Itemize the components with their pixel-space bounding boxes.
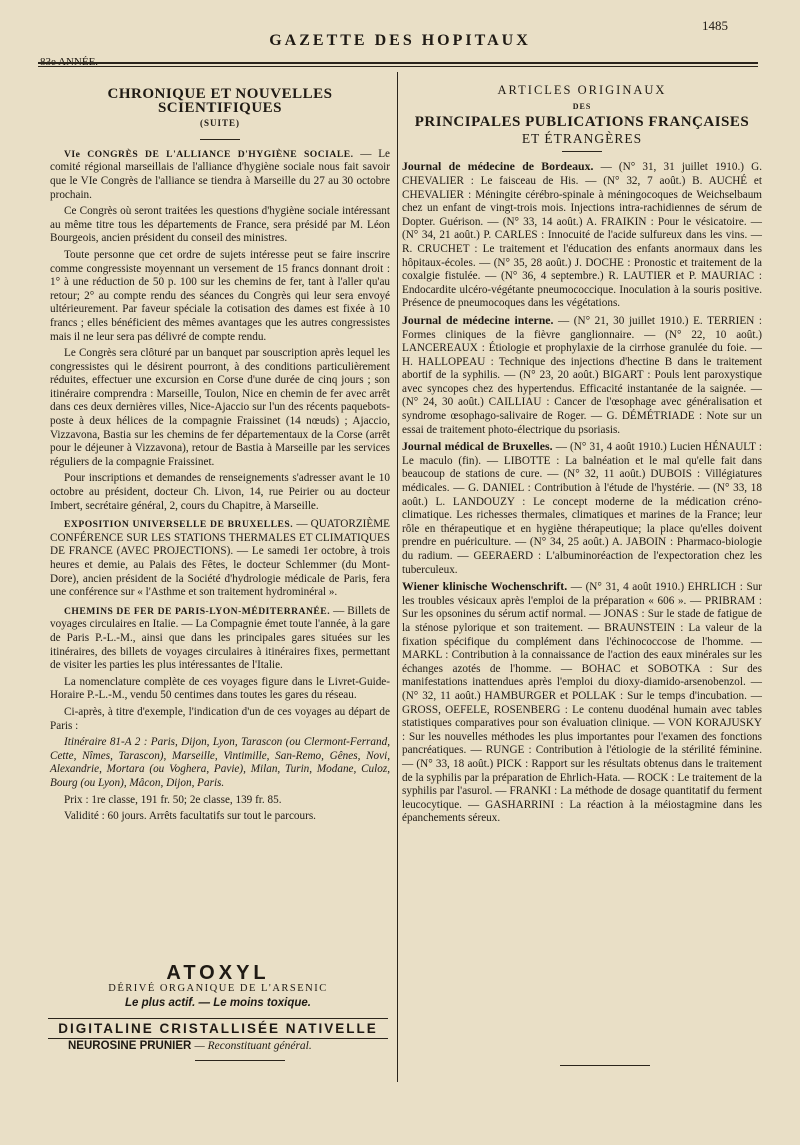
journal-title: GAZETTE DES HOPITAUX: [269, 32, 531, 49]
journal-name: Journal médical de Bruxelles.: [402, 439, 553, 454]
journal-text: — (N° 31, 31 juillet 1910.) G. CHEVALIER : Le faisceau de His. — (N° 32, 7 août.) B. AUCHÉ et CHEVALIER : Méningite cérébro-spinale à méningocoques de Weichselbaum chez un enfant de vingt-trois mois. Injections intra-rachidiennes de sérum de Dopter. Guérison. — (N° 33, 14 août.) A. FRAIKIN : Pour le vésicatoire. — (N° 34, 21 août.) P. CARLES : Innocuité de l'acide sulfureux dans les vins. — R. CRUCHET : Le traitement et l'éducation des enfants anormaux dans les hôpitaux-écoles. — (N° 35, 28 août.) J. DOCHE : Pronostic et traitement de la coxalgie fistulée. — (N° 36, 4 septembre.) R. LAUTIER et P. MAURIAC : Endocardite ulcéro-végétante pneumococcique. Inoculation à la souris positive. Présence de pneumocoques dans les végétations.: [402, 161, 762, 310]
paragraph: Validité : 60 jours. Arrêts facultatifs sur tout le parcours.: [64, 810, 316, 823]
ad-neurosine-tagline: — Reconstituant général.: [194, 1040, 312, 1052]
header-rule-thin: [38, 66, 758, 67]
journal-entry: [402, 314, 762, 437]
item-heading: VIe CONGRÈS DE L'ALLIANCE D'HYGIÈNE SOCIALE.: [64, 148, 354, 160]
articles-heading-des: DES: [572, 101, 592, 111]
journal-text: — (N° 31, 4 août 1910.) EHRLICH : Sur les troubles vésicaux après l'emploi de la préparation « 606 ». — PRIBRAM : Sur les opsonines du sérum actif normal. — JONAS : Sur le stade de fatigue de la sténose pylorique et son traitement. — BRAUNSTEIN : La valeur de la fixation spécifique du complément dans l'échinococcose de l'homme. — MARKL : Contribution à la connaissance de l'action des eaux minérales sur les échanges azotés de l'homme. — BOHAC et SOBOTKA : Sur des manifestations inattendues après l'emploi du dioxy-diamido-arsenobenzol. — (N° 32, 11 août.) HAMBURGER et POLLAK : Sur le temps d'incubation. — GROSS, OEFELE, ROSENBERG : Le contenu duodénal humain avec tables statistiques comparatives pour son évaluation clinique. — VON KORAJUSKY : Sur les nouvelles méthodes les plus importantes pour l'examen des fonctions pancréatiques. — RUNGE : Contribution à l'étiologie de la stérilité féminine. — (N° 33, 18 août.) PICK : Rapport sur les résultats obtenus dans le traitement de la syphilis par la préparation de Ehrlich-Hata. — ROCK : Le traitement de la syphilis par l'asurol. — FRANKI : La méthode de dosage quantitatif du ferment leucocytique. — GASHARRINI : La réaction à la méiostagmine dans les épanchements séreux.: [402, 581, 763, 825]
item-heading: CHEMINS DE FER DE PARIS-LYON-MÉDITERRANÉE.: [64, 605, 331, 617]
paragraph: [50, 148, 390, 202]
paragraph: La nomenclature complète de ces voyages figure dans le Livret-Guide-Horaire P.-L.-M., vendu 50 centimes dans toutes les gares du réseau.: [50, 675, 390, 702]
item-text: — Le comité régional marseillais de l'alliance d'hygiène sociale nous fait savoir que le VIe Congrès de l'alliance se tiendra à Marseille du 27 au 30 octobre prochain.: [50, 147, 390, 201]
ad-atoxyl-subtitle: DÉRIVÉ ORGANIQUE DE L'ARSENIC: [108, 983, 328, 994]
paragraph: Prix : 1re classe, 191 fr. 50; 2e classe, 139 fr. 85.: [64, 793, 282, 806]
journal-name: Wiener klinische Wochenschrift.: [402, 579, 568, 594]
ornament-rule: [560, 1065, 650, 1066]
item-heading: EXPOSITION UNIVERSELLE DE BRUXELLES.: [64, 519, 294, 531]
paragraph: [50, 518, 390, 600]
section-title: CHRONIQUE ET NOUVELLES SCIENTIFIQUES: [107, 86, 333, 116]
paragraph: Ce Congrès où seront traitées les questions d'hygiène sociale intéressant au même titre tous les départements de France, sera présidé par M. Léon Bourgeois, ancien président du conseil des ministres.: [50, 205, 390, 245]
articles-heading: ARTICLES ORIGINAUX: [497, 83, 667, 97]
ad-digitaline: DIGITALINE CRISTALLISÉE NATIVELLE: [48, 1018, 388, 1039]
journal-entry: [402, 440, 762, 577]
journal-entry: [402, 580, 762, 826]
year-label: 83e ANNÉE.: [40, 56, 99, 68]
paragraph: Itinéraire 81-A 2 : Paris, Dijon, Lyon, Tarascon (ou Clermont-Ferrand, Cette, Nîmes, Tarascon), Marseille, Vintimille, San-Remo, Gênes, Novi, Alexandrie, Mortara (ou Voghera, Pavie), Milan, Turin, Modane, Culoz, Bourg (ou Lyon), Mâcon, Dijon, Paris.: [50, 736, 390, 789]
header-rule: [38, 62, 758, 64]
left-column: [50, 78, 390, 827]
ornament-rule: [195, 1060, 285, 1061]
paragraph: Ci-après, à titre d'exemple, l'indication d'un de ces voyages au départ de Paris :: [50, 705, 390, 732]
journal-entry: [402, 160, 762, 311]
ad-atoxyl: ATOXYL: [166, 962, 270, 984]
item-text: — QUATORZIÈME CONFÉRENCE SUR LES STATIONS THERMALES ET CLIMATIQUES DE FRANCE (AVEC PROJECTIONS). — Le samedi 1er octobre, à trois heures et demie, au Palais des Fêtes, le docteur Schlemmer (du Mont-Dore), ancien président de la Société d'hydrologie médicale de Paris, fera une conférence sur « l'Asthme et son traitement hydrominéral ».: [50, 518, 391, 599]
section-subtitle: (SUITE): [199, 118, 240, 129]
paragraph: Le Congrès sera clôturé par un banquet par souscription après lequel les congressistes qui le désirent pourront, à des conditions particulièrement réduites, effectuer une excursion en Corse d'une durée de cinq jours ; son itinéraire comprendra : Marseille, Toulon, Nice en chemin de fer avec arrêt dans ces deux dernières villes, Nice-Ajaccio sur l'un des récents paquebots-poste à deux hélices de la compagnie Fraissinet (14 nœuds) ; Ajaccio, Vizzavona, Bastia sur les chemins de fer départementaux de la Corse (arrêt pour le déjeuner à Vizzavona), retour de Bastia à Marseille par les services réguliers de la compagnie Fraissinet.: [50, 347, 390, 468]
ad-atoxyl-tagline: Le plus actif. — Le moins toxique.: [125, 997, 311, 1009]
articles-heading-sub: ET ÉTRANGÈRES: [521, 130, 643, 146]
paragraph: Pour inscriptions et demandes de renseignements s'adresser avant le 10 octobre au président, docteur Ch. Livon, 14, rue Peirier ou au docteur Imbert, secrétaire général, 2, cours du Chapitre, à Marseille.: [50, 472, 390, 512]
item-text: — Billets de voyages circulaires en Italie. — La Compagnie émet toute l'année, à la gare de Paris P.-L.-M., ainsi que dans les principales gares situées sur les itinéraires, des billets de voyages circulaires à itinéraires fixes, permettant de visiter les parties les plus intéressantes de l'Italie.: [50, 604, 390, 672]
journal-text: — (N° 21, 30 juillet 1910.) E. TERRIEN : Formes cliniques de la fièvre ganglionnaire. — (N° 22, 10 août.) LANCEREAUX : Étiologie et prophylaxie de la cirrhose granulée du foie. — H. HALLOPEAU : Technique des injections d'hectine B dans le traitement abortif de la syphilis. — (N° 23, 20 août.) BIGART : Pouls lent paroxystique avec syncopes chez des hypertendus. Efficacité instantanée de la saignée. — (N° 24, 30 août.) CAILLIAU : Cancer de l'œsophage avec généralisation et syndrome œsophago-salivaire de Roger. — G. DÉMÉTRIADE : Note sur un essai de traitement photo-électrique du psoriasis.: [402, 314, 762, 436]
page-number: 1485: [702, 18, 728, 33]
paragraph: Toute personne que cet ordre de sujets intéresse peut se faire inscrire comme congressiste moyennant un versement de 15 francs donnant droit : 1° à une réduction de 50 p. 100 sur les chemins de fer, tant à l'aller qu'au retour; 2° au compte rendu des séances du Congrès qui leur sera envoyé ultérieurement. Par faveur spéciale la cotisation des dames est fixée à 10 francs ; elles bénéficient des mêmes avantages que les autres congressistes mais il ne leur sera pas délivré de compte rendu.: [50, 248, 390, 343]
articles-heading-main: PRINCIPALES PUBLICATIONS FRANÇAISES: [414, 114, 750, 131]
journal-name: Journal de médecine de Bordeaux.: [402, 159, 594, 174]
paragraph: [50, 605, 390, 673]
short-rule: [200, 139, 240, 140]
column-divider: [397, 72, 398, 1082]
ad-neurosine: [48, 1040, 408, 1052]
short-rule: [562, 151, 602, 152]
journal-name: Journal de médecine interne.: [402, 312, 554, 327]
journal-text: — (N° 31, 4 août 1910.) Lucien HÉNAULT : Le maculo (fin). — LIBOTTE : La balnéation et le mal qu'elle fait dans beaucoup de stations de cure. — (N° 32, 11 août.) DUBOIS : Villégiatures médicales. — G. DANIEL : Contribution à l'étude de l'hystérie. — (N° 33, 18 août.) L. LANDOUZY : Le concept moderne de la médication créno-climatique. Les richesses thermales, climatiques et marines de la France; leur rôle en thérapeutique et en hygiène thérapeutique; la place qu'elles doivent prendre en puériculture. — (N° 34, 25 août.) A. JABOIN : Pharmaco-biologie du radium. — GEERAERD : L'albuminoréaction de l'expectoration chez les tuberculeux.: [402, 441, 762, 576]
ad-neurosine-name: NEUROSINE PRUNIER: [68, 1040, 192, 1052]
right-column: [402, 78, 762, 829]
